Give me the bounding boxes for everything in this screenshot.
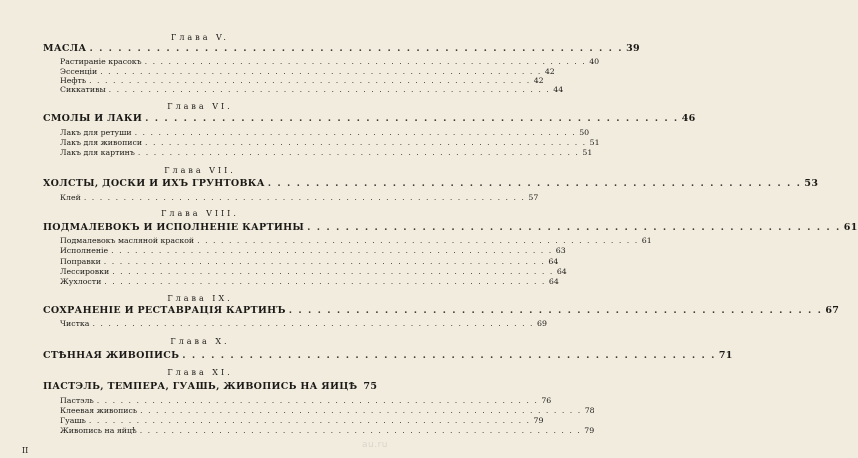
chapter-title: МАСЛА (43, 43, 87, 54)
page-number: 57 (528, 193, 539, 202)
entry-title: Лакъ для живописи (60, 138, 143, 147)
page-number: 71 (718, 350, 733, 361)
entry-title: Поправки (60, 257, 101, 266)
entry-title: Гуашь (60, 416, 86, 425)
chapter-title: СМОЛЫ И ЛАКИ (43, 113, 143, 124)
dot-leader (140, 426, 582, 435)
page-number: 76 (541, 396, 552, 405)
toc-entry (60, 406, 595, 415)
toc-entry (60, 236, 652, 245)
chapter-title-row (43, 113, 696, 124)
page-number: 40 (589, 57, 600, 66)
page-number: 75 (363, 381, 378, 392)
chapter-heading: Глава VII. (164, 166, 236, 175)
page-number: 51 (582, 148, 593, 157)
page-number: 64 (556, 267, 567, 276)
page-number: 61 (641, 236, 652, 245)
chapter-heading: Глава VIII. (161, 209, 239, 218)
watermark: au.ru (362, 440, 388, 450)
dot-leader (89, 43, 623, 54)
page-number: 50 (579, 128, 590, 137)
dot-leader (145, 113, 679, 124)
toc-entry (60, 246, 566, 255)
chapter-heading: Глава V. (171, 33, 229, 42)
toc-entry (60, 85, 564, 94)
dot-leader (135, 128, 577, 137)
entry-title: Клей (60, 193, 81, 202)
chapter-title-row (43, 178, 819, 189)
page-number: 42 (533, 76, 544, 85)
entry-title: Лакъ для ретуши (60, 128, 132, 137)
entry-title: Исполненіе (60, 246, 109, 255)
dot-leader (138, 148, 580, 157)
dot-leader (92, 319, 534, 328)
entry-title: Лессировки (60, 267, 110, 276)
page-number: 67 (825, 305, 840, 316)
chapter-title: ХОЛСТЫ, ДОСКИ И ИХЪ ГРУНТОВКА (43, 178, 265, 189)
dot-leader (268, 178, 802, 189)
chapter-title: СОХРАНЕНІЕ И РЕСТАВРАЦІЯ КАРТИНЪ (43, 305, 286, 316)
entry-title: Эссенціи (60, 67, 98, 76)
toc-entry (60, 267, 567, 276)
toc-entry (60, 128, 590, 137)
chapter-title-row (43, 305, 840, 316)
page-number: 44 (553, 85, 564, 94)
chapter-title-row (43, 381, 378, 392)
chapter-title: СТѢННАЯ ЖИВОПИСЬ (43, 350, 180, 361)
page-number: 46 (681, 113, 696, 124)
toc-entry (60, 193, 539, 202)
entry-title: Подмалевокъ масляной краской (60, 236, 195, 245)
page-number: 39 (626, 43, 640, 54)
dot-leader (145, 138, 587, 147)
dot-leader (140, 406, 582, 415)
toc-entry (60, 138, 600, 147)
toc-entry (60, 257, 559, 266)
page-number: 78 (584, 406, 595, 415)
dot-leader (100, 67, 542, 76)
dot-leader (84, 193, 526, 202)
dot-leader (104, 277, 546, 286)
page-number: 51 (589, 138, 600, 147)
page-number: 53 (804, 178, 819, 189)
chapter-title-row (43, 222, 858, 233)
chapter-title-row (43, 43, 640, 54)
page-number: 79 (533, 416, 544, 425)
entry-title: Клеевая живопись (60, 406, 138, 415)
toc-entry (60, 67, 555, 76)
chapter-heading: Глава IX. (167, 294, 233, 303)
toc-entry (60, 76, 544, 85)
page-number: 79 (584, 426, 595, 435)
dot-leader (97, 396, 539, 405)
chapter-heading: Глава X. (170, 337, 230, 346)
page-number: 63 (555, 246, 566, 255)
chapter-title: ПОДМАЛЕВОКЪ И ИСПОЛНЕНІЕ КАРТИНЫ (43, 222, 305, 233)
page-number: 64 (548, 277, 559, 286)
page-number: 64 (548, 257, 559, 266)
dot-leader (197, 236, 639, 245)
dot-leader (145, 57, 587, 66)
dot-leader (111, 246, 553, 255)
entry-title: Сиккативы (60, 85, 106, 94)
entry-title: Растираніе красокъ (60, 57, 142, 66)
toc-entry (60, 416, 544, 425)
toc-entry (60, 426, 595, 435)
page-number: 61 (843, 222, 858, 233)
toc-entry (60, 57, 600, 66)
dot-leader (112, 267, 554, 276)
dot-leader (307, 222, 841, 233)
entry-title: Жухлости (60, 277, 102, 286)
dot-leader (89, 416, 531, 425)
signature-mark: II (22, 446, 29, 455)
entry-title: Пастэль (60, 396, 94, 405)
page-number: 42 (544, 67, 555, 76)
dot-leader (89, 76, 531, 85)
dot-leader (104, 257, 546, 266)
entry-title: Нефть (60, 76, 87, 85)
dot-leader (289, 305, 823, 316)
toc-entry (60, 396, 552, 405)
page-number: 69 (537, 319, 547, 328)
dot-leader (109, 85, 551, 94)
chapter-heading: Глава VI. (167, 102, 233, 111)
entry-title: Лакъ для картинъ (60, 148, 135, 157)
toc-entry (60, 277, 559, 286)
toc-entry (60, 148, 593, 157)
entry-title: Живопись на яйцѣ (60, 426, 137, 435)
chapter-title: ПАСТЭЛЬ, ТЕМПЕРА, ГУАШЬ, ЖИВОПИСЬ НА ЯИЦѢ (43, 381, 358, 392)
chapter-heading: Глава XI. (167, 368, 233, 377)
entry-title: Чистка (60, 319, 90, 328)
chapter-title-row (43, 350, 733, 361)
dot-leader (182, 350, 716, 361)
toc-entry (60, 319, 547, 328)
